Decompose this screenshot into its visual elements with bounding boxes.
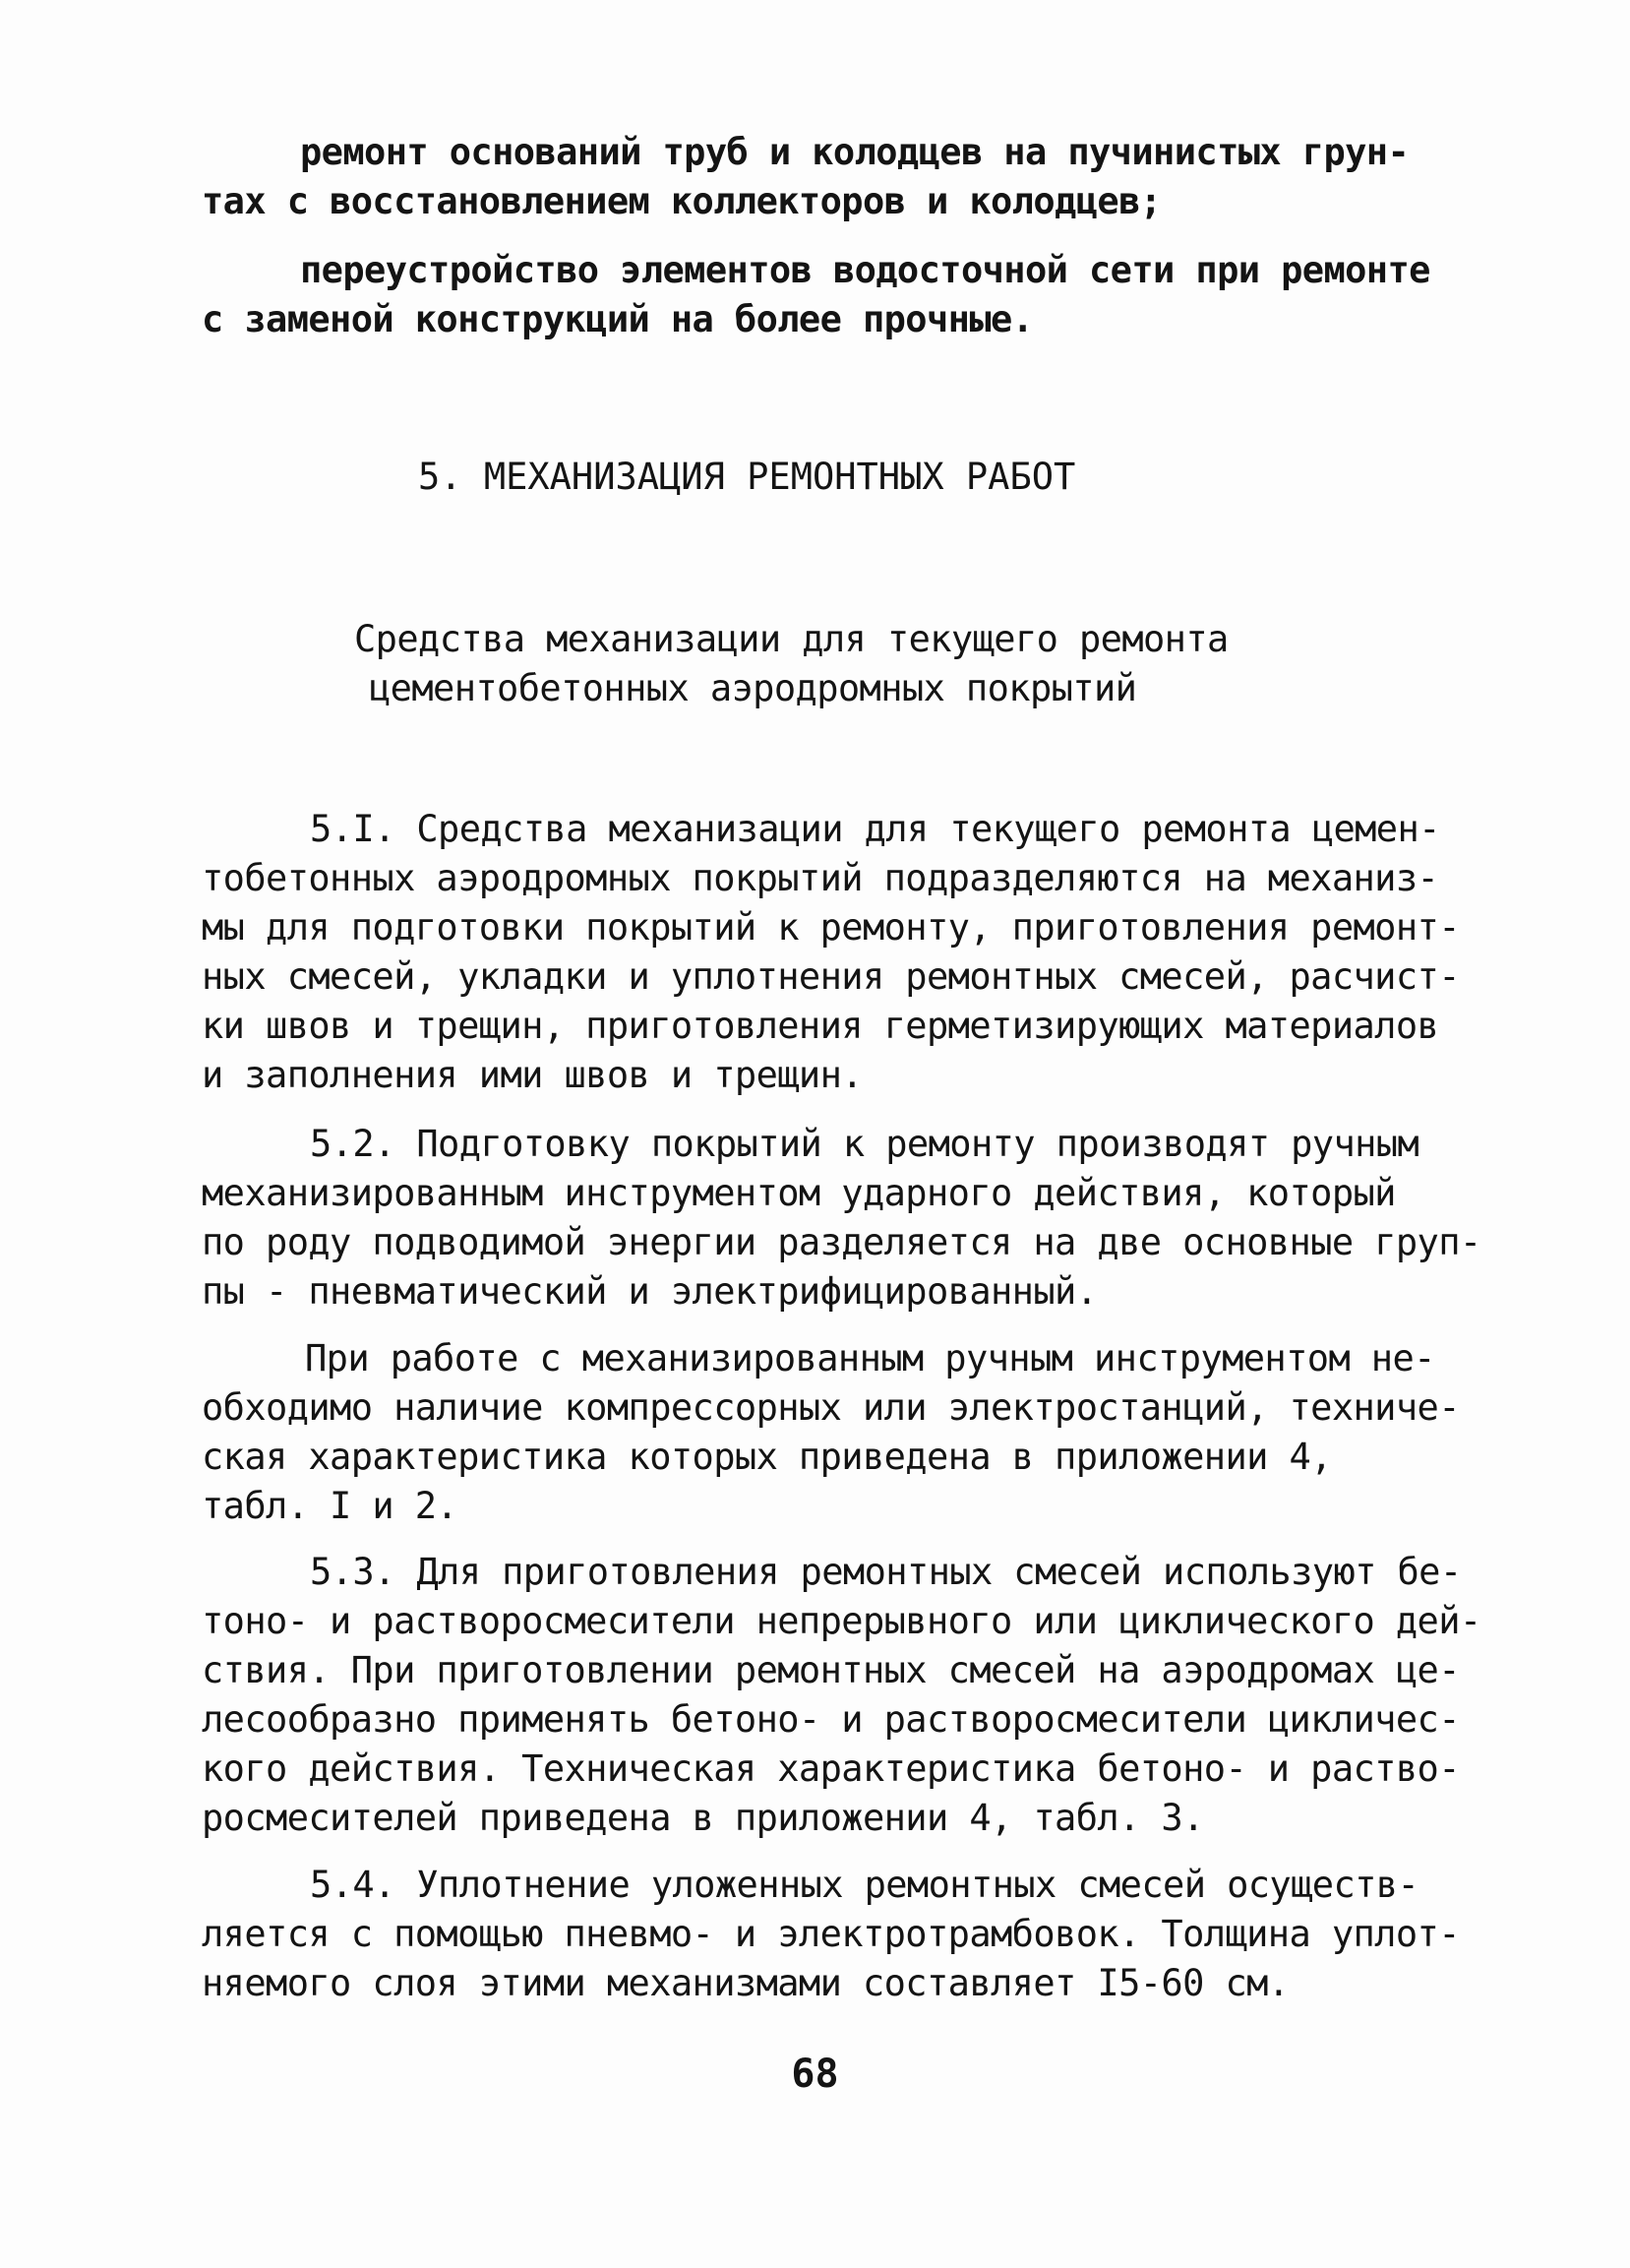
paragraph-line: 5.I. Средства механизации для текущего ремонта цемен- [310, 808, 1440, 850]
section-title: 5. МЕХАНИЗАЦИЯ РЕМОНТНЫХ РАБОТ [418, 456, 1076, 498]
paragraph-line: пы - пневматический и электрифицированный. [202, 1270, 1098, 1313]
paragraph-line: лесообразно применять бетоно- и растворосмесители цикличес- [202, 1698, 1460, 1741]
paragraph-line: ных смесей, укладки и уплотнения ремонтных смесей, расчист- [202, 955, 1460, 998]
paragraph-line: по роду подводимой энергии разделяется на две основные груп- [202, 1221, 1481, 1263]
page-number: 68 [791, 2052, 839, 2097]
paragraph-line: механизированным инструментом ударного действия, который [202, 1172, 1396, 1214]
paragraph-line: тоно- и растворосмесители непрерывного или циклического дей- [202, 1600, 1481, 1642]
paragraph-line: 5.2. Подготовку покрытий к ремонту производят ручным [310, 1123, 1419, 1165]
paragraph-line: няемого слоя этими механизмами составляет I5-60 см. [202, 1962, 1290, 2004]
paragraph-line: табл. I и 2. [202, 1485, 458, 1527]
intro-line: переустройство элементов водосточной сети при ремонте [300, 249, 1430, 291]
paragraph-line: обходимо наличие компрессорных или электростанций, техниче- [202, 1386, 1460, 1429]
paragraph-line: мы для подготовки покрытий к ремонту, приготовления ремонт- [202, 906, 1460, 949]
paragraph-line: росмесителей приведена в приложении 4, табл. 3. [202, 1797, 1204, 1839]
paragraph-line: ская характеристика которых приведена в приложении 4, [202, 1436, 1332, 1478]
paragraph-line: кого действия. Техническая характеристика бетоно- и раство- [202, 1747, 1460, 1790]
paragraph-line: ствия. При приготовлении ремонтных смесей на аэродромах це- [202, 1649, 1460, 1691]
intro-line: с заменой конструкций на более прочные. [202, 298, 1034, 340]
paragraph-line: и заполнения ими швов и трещин. [202, 1054, 863, 1096]
paragraph-line: ляется с помощью пневмо- и электротрамбовок. Толщина уплот- [202, 1913, 1460, 1955]
intro-line: ремонт оснований труб и колодцев на пучинистых грун- [300, 131, 1410, 173]
paragraph-line: 5.4. Уплотнение уложенных ремонтных смесей осуществ- [310, 1864, 1419, 1906]
paragraph-line: При работе с механизированным ручным инструментом не- [305, 1337, 1435, 1379]
subsection-title-line: Средства механизации для текущего ремонта [354, 618, 1229, 660]
intro-line: тах с восстановлением коллекторов и колодцев; [202, 180, 1162, 222]
paragraph-line: ки швов и трещин, приготовления герметизирующих материалов [202, 1005, 1439, 1047]
subsection-title-line: цементобетонных аэродромных покрытий [369, 667, 1137, 709]
paragraph-line: 5.3. Для приготовления ремонтных смесей используют бе- [310, 1551, 1462, 1593]
paragraph-line: тобетонных аэродромных покрытий подразделяются на механиз- [202, 857, 1439, 899]
